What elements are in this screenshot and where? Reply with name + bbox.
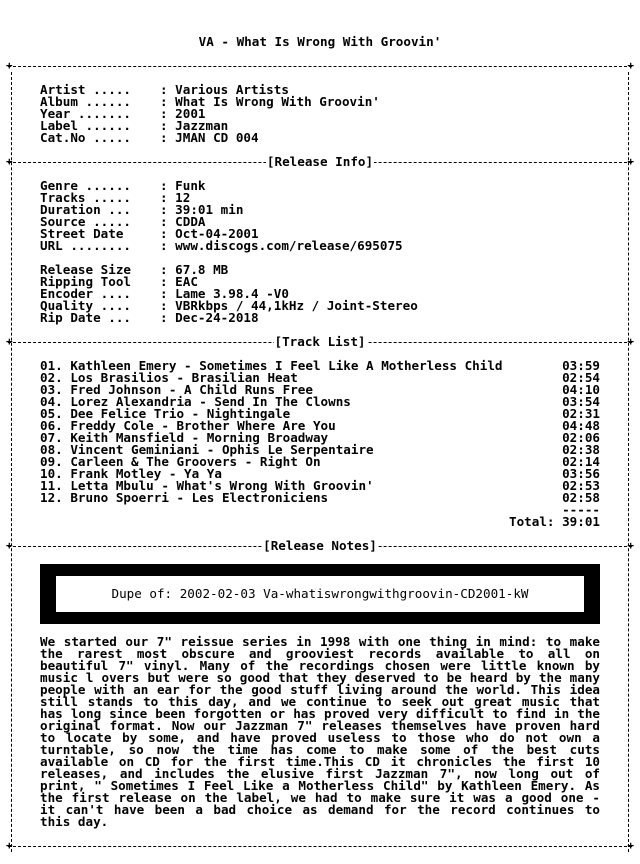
track-list-separator: + + [Track List]: [6, 334, 634, 349]
total-duration: Total: 39:01: [509, 514, 600, 529]
dupe-box: [40, 564, 600, 624]
label-row: Label ...... : Jazzman: [40, 118, 229, 133]
right-border: [628, 72, 629, 852]
track-row: 07. Keith Mansfield - Morning Broadway 02:06: [40, 430, 600, 445]
bottom-border: + +: [6, 839, 634, 852]
track-row: 11. Letta Mbulu - What's Wrong With Groovin' 02:53: [40, 478, 600, 493]
duration-row: Duration ... : 39:01 min: [40, 202, 244, 217]
track-row: 01. Kathleen Emery - Sometimes I Feel Like A Motherless Child 03:59: [40, 358, 600, 373]
url-row: URL ........ : www.discogs.com/release/695075: [40, 238, 403, 253]
release-notes-text: We started our 7" reissue series in 1998 with one thing in mind: to make the rarest most obscure and grooviest records available to all on beautiful 7" vinyl. Many of the recordings chosen were little known by music l overs but were so good that they deserved to be heard by the many people with an ear for the good stuff living around the world. This idea still stands to this day, and we continue to seek out great music that has long since been forgotten or has proved very difficult to find in the original format. Now our Jazzman 7" releases themselves have proven hard to locate by some, and have proved useless to those who do not own a turntable, so now the time has come to make some of the best cuts available on CD for the first time.This CD it chronicles the first 10 releases, and includes the elusive first Jazzman 7", now long out of print, " Sometimes I Feel Like a Motherless Child" by Kathleen Emery. As the first release on the label, we had to make sure it was a good one - it can't have been a bad choice as demand for the record continues to this day.: [40, 634, 600, 829]
artist-row: Artist ..... : Various Artists: [40, 82, 289, 97]
track-row: 05. Dee Felice Trio - Nightingale 02:31: [40, 406, 600, 421]
total-separator: -----: [562, 502, 600, 517]
release-info-separator: + + [Release Info]: [6, 154, 634, 169]
track-row: 03. Fred Johnson - A Child Runs Free 04:10: [40, 382, 600, 397]
top-border: + +: [6, 59, 634, 72]
source-row: Source ..... : CDDA: [40, 214, 206, 229]
dupe-text: Dupe of: 2002-02-03 Va-whatiswrongwithgroovin-CD2001-kW: [56, 576, 584, 612]
page-title: VA - What Is Wrong With Groovin': [198, 34, 442, 49]
track-list-heading: [Track List]: [274, 334, 366, 349]
ripping-tool-row: Ripping Tool : EAC: [40, 274, 198, 289]
track-row: 02. Los Brasilios - Brasilian Heat 02:54: [40, 370, 600, 385]
year-row: Year ....... : 2001: [40, 106, 206, 121]
discogs-link[interactable]: www.discogs.com/release/695075: [175, 238, 403, 253]
track-row: 06. Freddy Cole - Brother Where Are You 04:48: [40, 418, 600, 433]
genre-row: Genre ...... : Funk: [40, 178, 206, 193]
left-border: [11, 72, 12, 852]
street-date-row: Street Date : Oct-04-2001: [40, 226, 259, 241]
track-row: 04. Lorez Alexandria - Send In The Clowns 03:54: [40, 394, 600, 409]
encoder-row: Encoder .... : Lame 3.98.4 -V0: [40, 286, 289, 301]
track-row: 10. Frank Motley - Ya Ya 03:56: [40, 466, 600, 481]
track-row: 08. Vincent Geminiani - Ophis Le Serpentaire 02:38: [40, 442, 600, 457]
release-notes-heading: [Release Notes]: [263, 538, 377, 553]
release-notes-separator: + + [Release Notes]: [6, 538, 634, 553]
rip-date-row: Rip Date ... : Dec-24-2018: [40, 310, 259, 325]
tracks-row: Tracks ..... : 12: [40, 190, 191, 205]
track-row: 09. Carleen & The Groovers - Right On 02:14: [40, 454, 600, 469]
release-size-row: Release Size : 67.8 MB: [40, 262, 229, 277]
track-row: 12. Bruno Spoerri - Les Electroniciens 02:58: [40, 490, 600, 505]
album-row: Album ...... : What Is Wrong With Groovin': [40, 94, 380, 109]
release-info-heading: [Release Info]: [266, 154, 374, 169]
catno-row: Cat.No ..... : JMAN CD 004: [40, 130, 259, 145]
quality-row: Quality .... : VBRkbps / 44,1kHz / Joint-Stereo: [40, 298, 418, 313]
